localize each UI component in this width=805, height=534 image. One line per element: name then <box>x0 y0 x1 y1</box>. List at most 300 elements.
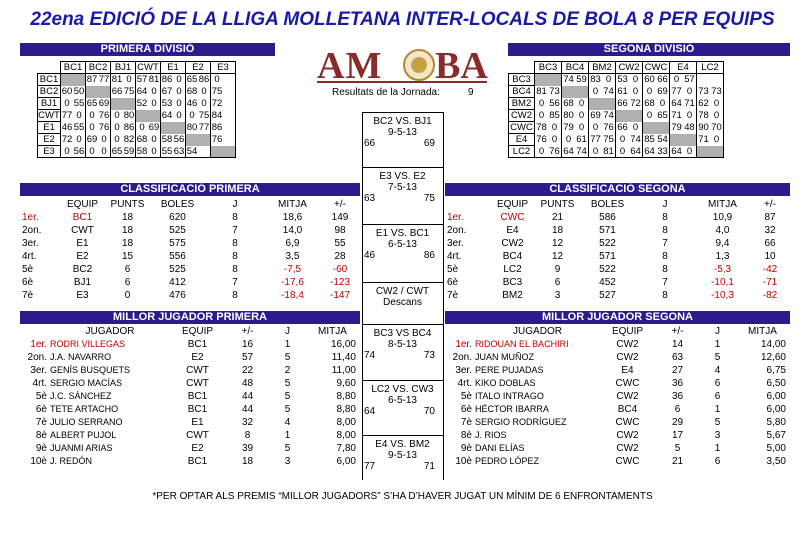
classification-row <box>20 237 360 250</box>
player-cell: 6,00 <box>336 456 356 467</box>
player-cell: 1er. <box>30 339 47 350</box>
matrix-score-cell: 0 <box>578 110 585 121</box>
player-cell: 3er. <box>455 365 472 376</box>
matrix-score-cell: 75 <box>123 86 135 97</box>
matrix-score-cell: 86 <box>123 122 135 133</box>
player-cell: 6è <box>35 404 47 415</box>
classification-cell: 4rt. <box>447 251 462 262</box>
matrix-score-cell: 67 <box>161 86 173 97</box>
player-cell: PEDRO LÓPEZ <box>475 456 540 466</box>
player-row <box>20 416 360 429</box>
matrix-score-cell <box>223 98 236 110</box>
matrix-col-header: E2 <box>186 62 211 74</box>
player-cell: 57 <box>241 352 254 363</box>
matrix-score-cell: 74 <box>603 86 614 97</box>
matrix-score-cell: 65 <box>86 98 98 109</box>
matrix-score-cell: 0 <box>670 74 684 86</box>
matrix-score-cell: 76 <box>603 122 614 133</box>
player-cell: TETE ARTACHO <box>50 404 119 414</box>
player-row <box>20 364 360 377</box>
classification-cell: -123 <box>329 277 350 288</box>
player-cell: 5 <box>674 443 681 454</box>
match-title: E3 VS. E2 <box>379 171 426 182</box>
player-cell: 5 <box>714 352 721 363</box>
classification-cell: 7 <box>232 225 238 236</box>
classification-cell: CW2 <box>501 238 524 249</box>
matrix-score-cell: 75 <box>211 86 223 97</box>
player-cell: 6 <box>714 391 721 402</box>
matrix-col-header: CW2 <box>616 62 643 74</box>
matrix-score-cell: 77 <box>198 122 210 133</box>
matrix-row-label: E3 <box>38 146 61 158</box>
classification-cell: BC4 <box>502 251 523 262</box>
classification-cell: 6è <box>447 277 459 288</box>
matrix-row <box>509 146 724 158</box>
classification-col-header: +/- <box>764 199 776 210</box>
classification-col-header: BOLES <box>590 199 625 210</box>
classification-cell: -42 <box>762 264 778 275</box>
players-col-header: EQUIP <box>611 326 644 337</box>
player-cell: 3 <box>284 456 291 467</box>
match-date: 6-5-13 <box>388 395 417 406</box>
player-cell: CW2 <box>616 391 639 402</box>
classification-cell: 9 <box>554 264 561 275</box>
matrix-self-cell <box>123 98 136 110</box>
player-cell: 10è <box>455 456 472 467</box>
classification-cell: 1er. <box>22 212 39 223</box>
matrix-score-cell: 0 <box>148 146 161 158</box>
matrix-score-cell: 90 <box>698 122 709 133</box>
matrix-score-cell: 0 <box>632 122 639 133</box>
classification-cell: -18,4 <box>281 290 304 301</box>
player-cell: 8,80 <box>336 404 356 415</box>
matrix-score-cell: 86 <box>161 74 173 86</box>
classification-col-header: +/- <box>334 199 346 210</box>
classification-cell: 10,9 <box>712 212 733 223</box>
classification-cell: 556 <box>169 251 186 262</box>
classification-cell: E1 <box>76 238 89 249</box>
classification-cell: 571 <box>599 251 616 262</box>
player-cell: 5,80 <box>766 417 786 428</box>
matrix-score-cell: 0 <box>101 134 107 145</box>
match-title: BC3 VS BC4 <box>373 328 432 339</box>
classification-cell: 7è <box>447 290 459 301</box>
matrix-score-cell: 56 <box>173 134 185 145</box>
classification-cell: BC2 <box>72 264 93 275</box>
player-cell: ALBERT PUJOL <box>50 430 117 440</box>
matrix-score-cell: 64 <box>136 86 148 97</box>
classification-cell: 586 <box>599 212 616 223</box>
player-cell: BC1 <box>187 456 208 467</box>
player-cell: GENÍS BUSQUETS <box>50 365 131 375</box>
matrix-score-cell: 63 <box>173 145 185 157</box>
classification-cell: 9,4 <box>715 238 730 249</box>
player-row <box>20 442 360 455</box>
player-cell: CW2 <box>616 443 639 454</box>
matrix-score-cell: 0 <box>686 110 693 121</box>
matrix-col-header: E1 <box>161 62 186 74</box>
matrix-score-cell: 78 <box>698 110 709 121</box>
match-score-home: 74 <box>364 350 376 361</box>
player-cell: 1er. <box>455 339 472 350</box>
player-cell: 6 <box>714 456 721 467</box>
player-row <box>20 390 360 403</box>
matrix-self-cell <box>562 86 576 98</box>
player-cell: 8,00 <box>336 430 356 441</box>
match-block <box>362 324 443 361</box>
matrix-score-cell: 78 <box>536 122 547 133</box>
match-date: 9-5-13 <box>388 127 417 138</box>
second-players-table <box>445 325 790 468</box>
match-block <box>362 380 443 417</box>
matrix-score-cell: 0 <box>589 146 603 158</box>
matrix-row <box>38 86 236 98</box>
matrix-score-cell: 57 <box>136 74 148 86</box>
matrix-self-cell <box>616 110 630 122</box>
player-row <box>445 455 790 468</box>
matrix-self-cell <box>589 98 603 110</box>
matrix-self-cell <box>161 122 174 134</box>
classification-cell: 4rt. <box>22 251 37 262</box>
classification-cell: 620 <box>169 212 186 223</box>
classification-cell: 55 <box>334 238 346 249</box>
matrix-score-cell: 0 <box>659 98 666 109</box>
player-cell: 5 <box>284 391 291 402</box>
matrix-score-cell: 0 <box>535 146 549 158</box>
matrix-row-label: BJ1 <box>38 98 61 110</box>
matrix-score-cell: 0 <box>136 122 149 134</box>
matrix-score-cell: 0 <box>578 98 585 109</box>
player-cell: 6 <box>714 378 721 389</box>
matrix-col-header: E3 <box>211 62 236 74</box>
player-cell: BC1 <box>187 391 208 402</box>
classification-cell: 525 <box>169 264 186 275</box>
match-score-away: 73 <box>423 350 435 361</box>
classification-cell: E3 <box>76 290 89 301</box>
matrix-score-cell: 0 <box>616 134 630 146</box>
matrix-score-cell: 76 <box>98 122 110 133</box>
matrix-score-cell: 77 <box>671 86 682 97</box>
matrix-score-cell: 0 <box>111 134 124 146</box>
matrix-score-cell <box>223 134 236 146</box>
matrix-row <box>38 134 236 146</box>
classification-cell: 575 <box>169 238 186 249</box>
matrix-score-cell: 84 <box>211 110 223 121</box>
player-cell: 1 <box>714 339 721 350</box>
player-cell: JUANMI ARIAS <box>50 443 113 453</box>
classification-cell: 571 <box>599 225 616 236</box>
matrix-score-cell: 64 <box>644 145 655 157</box>
matrix-score-cell: 0 <box>111 122 124 134</box>
matrix-row <box>38 110 236 122</box>
matrix-score-cell: 64 <box>563 145 574 157</box>
player-cell: 5è <box>35 391 47 402</box>
matrix-score-cell: 0 <box>710 98 724 110</box>
matrix-score-cell: 53 <box>161 98 173 109</box>
player-cell: 16 <box>241 339 254 350</box>
player-cell: E2 <box>191 443 204 454</box>
matrix-score-cell: 82 <box>123 134 135 145</box>
matrix-score-cell: 59 <box>576 74 587 86</box>
matrix-score-cell: 60 <box>61 86 73 97</box>
page-title: 22ena EDICIÓ DE LA LLIGA MOLLETANA INTER-LOCALS DE BOLA 8 PER EQUIPS <box>30 9 775 30</box>
player-cell: J.C. SÁNCHEZ <box>50 391 112 401</box>
matrix-self-cell <box>710 146 724 158</box>
player-cell: CWT <box>186 365 209 376</box>
classification-cell: 8 <box>232 238 238 249</box>
classification-cell: -82 <box>762 290 778 301</box>
classification-cell: 6 <box>124 277 131 288</box>
matrix-score-cell: 66 <box>617 98 628 109</box>
matrix-score-cell: 72 <box>630 98 641 109</box>
matrix-score-cell <box>223 86 236 98</box>
matrix-col-header: CWT <box>137 62 159 73</box>
matrix-col-header: BM2 <box>589 62 616 74</box>
matrix-score-cell: 55 <box>161 145 173 157</box>
player-cell: 18 <box>241 456 254 467</box>
classification-row <box>445 237 790 250</box>
player-cell: 36 <box>671 378 684 389</box>
matrix-score-cell: 0 <box>632 86 639 97</box>
second-division-header: SEGONA DIVISIÓ <box>508 43 790 56</box>
player-row <box>445 377 790 390</box>
players-col-header: J <box>285 326 290 337</box>
player-cell: 63 <box>671 352 684 363</box>
matrix-self-cell <box>535 74 549 86</box>
player-row <box>445 403 790 416</box>
matrix-score-cell: 74 <box>576 145 587 157</box>
matrix-score-cell: 69 <box>657 86 668 97</box>
matrix-score-cell: 80 <box>186 122 198 133</box>
player-cell: 6è <box>460 404 472 415</box>
matrix-score-cell: 0 <box>643 110 657 122</box>
matrix-score-cell: 80 <box>563 110 574 121</box>
matrix-score-cell: 81 <box>536 86 547 97</box>
player-cell: 1 <box>714 404 721 415</box>
player-cell: SERGIO RODRÍGUEZ <box>475 417 567 427</box>
player-cell: E4 <box>621 365 634 376</box>
player-cell: J. RIOS <box>475 430 507 440</box>
classification-cell: 8 <box>232 290 238 301</box>
matrix-score-cell: 0 <box>589 86 603 98</box>
classification-row <box>20 250 360 263</box>
matrix-score-cell: 81 <box>111 74 123 86</box>
svg-text:BA: BA <box>435 45 488 86</box>
first-classification-header: CLASSIFICACIÓ PRIMERA <box>20 183 360 196</box>
player-cell: RODRI VILLEGAS <box>50 339 126 349</box>
player-cell: ITALO INTRAGO <box>475 391 544 401</box>
matrix-row-label: CWT <box>38 110 60 121</box>
matrix-self-cell <box>86 86 99 98</box>
matrix-score-cell: 68 <box>136 134 148 145</box>
player-row <box>20 429 360 442</box>
player-cell: 6,00 <box>766 391 786 402</box>
player-cell: 39 <box>241 443 254 454</box>
matrix-score-cell: 66 <box>657 74 668 86</box>
match-score-home: 64 <box>364 406 376 417</box>
matrix-score-cell: 0 <box>186 110 199 122</box>
matrix-score-cell: 66 <box>111 86 123 97</box>
matrix-score-cell: 46 <box>186 98 198 109</box>
match-date: 9-5-13 <box>388 450 417 461</box>
classification-cell: 32 <box>764 225 776 236</box>
player-cell: 17 <box>671 430 684 441</box>
player-cell: 11,40 <box>331 352 356 363</box>
matrix-row-label: E4 <box>509 134 535 146</box>
classification-cell: 87 <box>764 212 776 223</box>
match-score-home: 63 <box>364 193 376 204</box>
classification-row <box>20 224 360 237</box>
player-cell: 4rt. <box>32 378 47 389</box>
matrix-score-cell: 0 <box>578 122 585 133</box>
player-cell: CW2 <box>616 352 639 363</box>
player-cell: 4 <box>284 417 291 428</box>
matrix-score-cell: 0 <box>535 110 549 122</box>
matrix-col-header: BC2 <box>86 62 111 74</box>
match-score-home: 66 <box>364 138 376 149</box>
matrix-score-cell: 52 <box>136 98 148 109</box>
player-row <box>445 416 790 429</box>
player-cell: 8è <box>35 430 47 441</box>
classification-col-header: PUNTS <box>540 199 575 210</box>
classification-cell: BC1 <box>72 212 93 223</box>
match-score-away: 71 <box>423 461 435 472</box>
player-row <box>445 442 790 455</box>
matrix-score-cell: 68 <box>186 86 198 97</box>
matrix-score-cell: 64 <box>630 145 641 157</box>
classification-cell: 6 <box>124 264 131 275</box>
matrix-score-cell: 54 <box>657 134 668 145</box>
classification-cell: 527 <box>599 290 616 301</box>
matrix-row <box>509 110 724 122</box>
player-cell: 22 <box>241 365 254 376</box>
match-score-away: 86 <box>423 250 435 261</box>
matrix-col-header: BC4 <box>562 62 589 74</box>
matrix-score-cell: 76 <box>211 134 223 145</box>
player-cell: E2 <box>191 352 204 363</box>
classification-cell: 12 <box>551 251 564 262</box>
classification-cell: -60 <box>332 264 348 275</box>
player-cell: CWC <box>615 417 640 428</box>
matrix-score-cell: 56 <box>73 145 85 157</box>
classification-cell: 28 <box>334 251 346 262</box>
player-cell: J. REDÓN <box>50 456 93 466</box>
player-cell: 5 <box>284 352 291 363</box>
matrix-self-cell <box>602 98 616 110</box>
player-cell: 8,00 <box>336 417 356 428</box>
matrix-score-cell: 62 <box>698 98 709 109</box>
player-cell: 5,67 <box>766 430 786 441</box>
matrix-self-cell <box>73 74 86 86</box>
matrix-row-label: E1 <box>38 122 61 134</box>
player-cell: 11,00 <box>331 365 356 376</box>
matrix-score-cell: 0 <box>176 74 182 86</box>
matrix-row-label: BC2 <box>38 86 61 98</box>
matrix-score-cell: 0 <box>605 74 612 86</box>
classification-cell: 7 <box>662 238 668 249</box>
player-cell: 14 <box>671 339 684 350</box>
player-row <box>20 338 360 351</box>
classification-col-header: EQUIP <box>496 199 529 210</box>
matrix-row-label: BC1 <box>38 74 61 86</box>
matrix-score-cell: 76 <box>98 110 110 121</box>
matrix-self-cell <box>61 74 74 86</box>
matrix-score-cell: 0 <box>176 86 182 97</box>
matrix-score-cell: 0 <box>710 134 724 146</box>
player-cell: 9è <box>460 443 472 454</box>
matrix-score-cell: 54 <box>186 145 198 157</box>
matrix-score-cell <box>223 122 236 134</box>
classification-cell: -10,1 <box>711 277 734 288</box>
matrix-score-cell: 55 <box>73 98 85 109</box>
classification-cell: 18,6 <box>282 212 303 223</box>
matrix-score-cell: 0 <box>151 134 157 145</box>
player-cell: CWC <box>615 378 640 389</box>
classification-cell: 10 <box>764 251 776 262</box>
matrix-row <box>38 146 236 158</box>
player-cell: 4 <box>714 365 721 376</box>
classification-cell: 15 <box>121 251 134 262</box>
matrix-self-cell <box>148 110 161 122</box>
classification-cell: 452 <box>599 277 616 288</box>
matrix-score-cell: 66 <box>617 122 628 133</box>
match-title: BC2 VS. BJ1 <box>373 116 432 127</box>
classification-cell: 8 <box>662 212 668 223</box>
player-cell: 21 <box>671 456 684 467</box>
player-cell: 3er. <box>30 365 47 376</box>
matrix-self-cell <box>111 98 124 110</box>
classification-cell: LC2 <box>503 264 522 275</box>
player-cell: 5 <box>284 404 291 415</box>
matrix-score-cell: 79 <box>671 122 682 133</box>
matrix-score-cell: 77 <box>590 134 601 145</box>
matrix-score-cell: 86 <box>211 122 223 133</box>
matrix-score-cell: 74 <box>563 74 574 86</box>
matrix-score-cell <box>710 74 724 86</box>
classification-cell: 21 <box>551 212 564 223</box>
matrix-score-cell: 0 <box>562 134 576 146</box>
matrix-score-cell: 0 <box>61 146 74 158</box>
player-cell: 8è <box>460 430 472 441</box>
player-cell: JULIO SERRANO <box>50 417 123 427</box>
player-cell: 8 <box>244 430 251 441</box>
matrix-score-cell: 64 <box>671 145 682 157</box>
player-cell: 7è <box>460 417 472 428</box>
classification-row <box>445 263 790 276</box>
player-row <box>20 377 360 390</box>
players-col-header: J <box>715 326 720 337</box>
match-score-home: 46 <box>364 250 376 261</box>
matrix-self-cell <box>670 134 684 146</box>
classification-cell: BM2 <box>502 290 523 301</box>
matrix-score-cell: 0 <box>86 146 99 158</box>
matrix-self-cell <box>683 134 697 146</box>
classification-cell: 5è <box>22 264 34 275</box>
classification-cell: 8 <box>662 290 668 301</box>
matrix-score-cell: 71 <box>671 110 682 121</box>
matrix-score-cell: 83 <box>590 74 601 86</box>
matrix-self-cell <box>173 122 186 134</box>
classification-row <box>20 276 360 289</box>
classification-cell: 18 <box>121 238 134 249</box>
matrix-col-header: LC2 <box>697 62 724 74</box>
matrix-self-cell <box>629 110 643 122</box>
classification-cell: -10,3 <box>711 290 734 301</box>
player-cell: 2 <box>284 365 291 376</box>
matrix-score-cell: 48 <box>684 122 695 133</box>
classification-cell: -71 <box>762 277 778 288</box>
classification-cell: 8 <box>662 251 668 262</box>
